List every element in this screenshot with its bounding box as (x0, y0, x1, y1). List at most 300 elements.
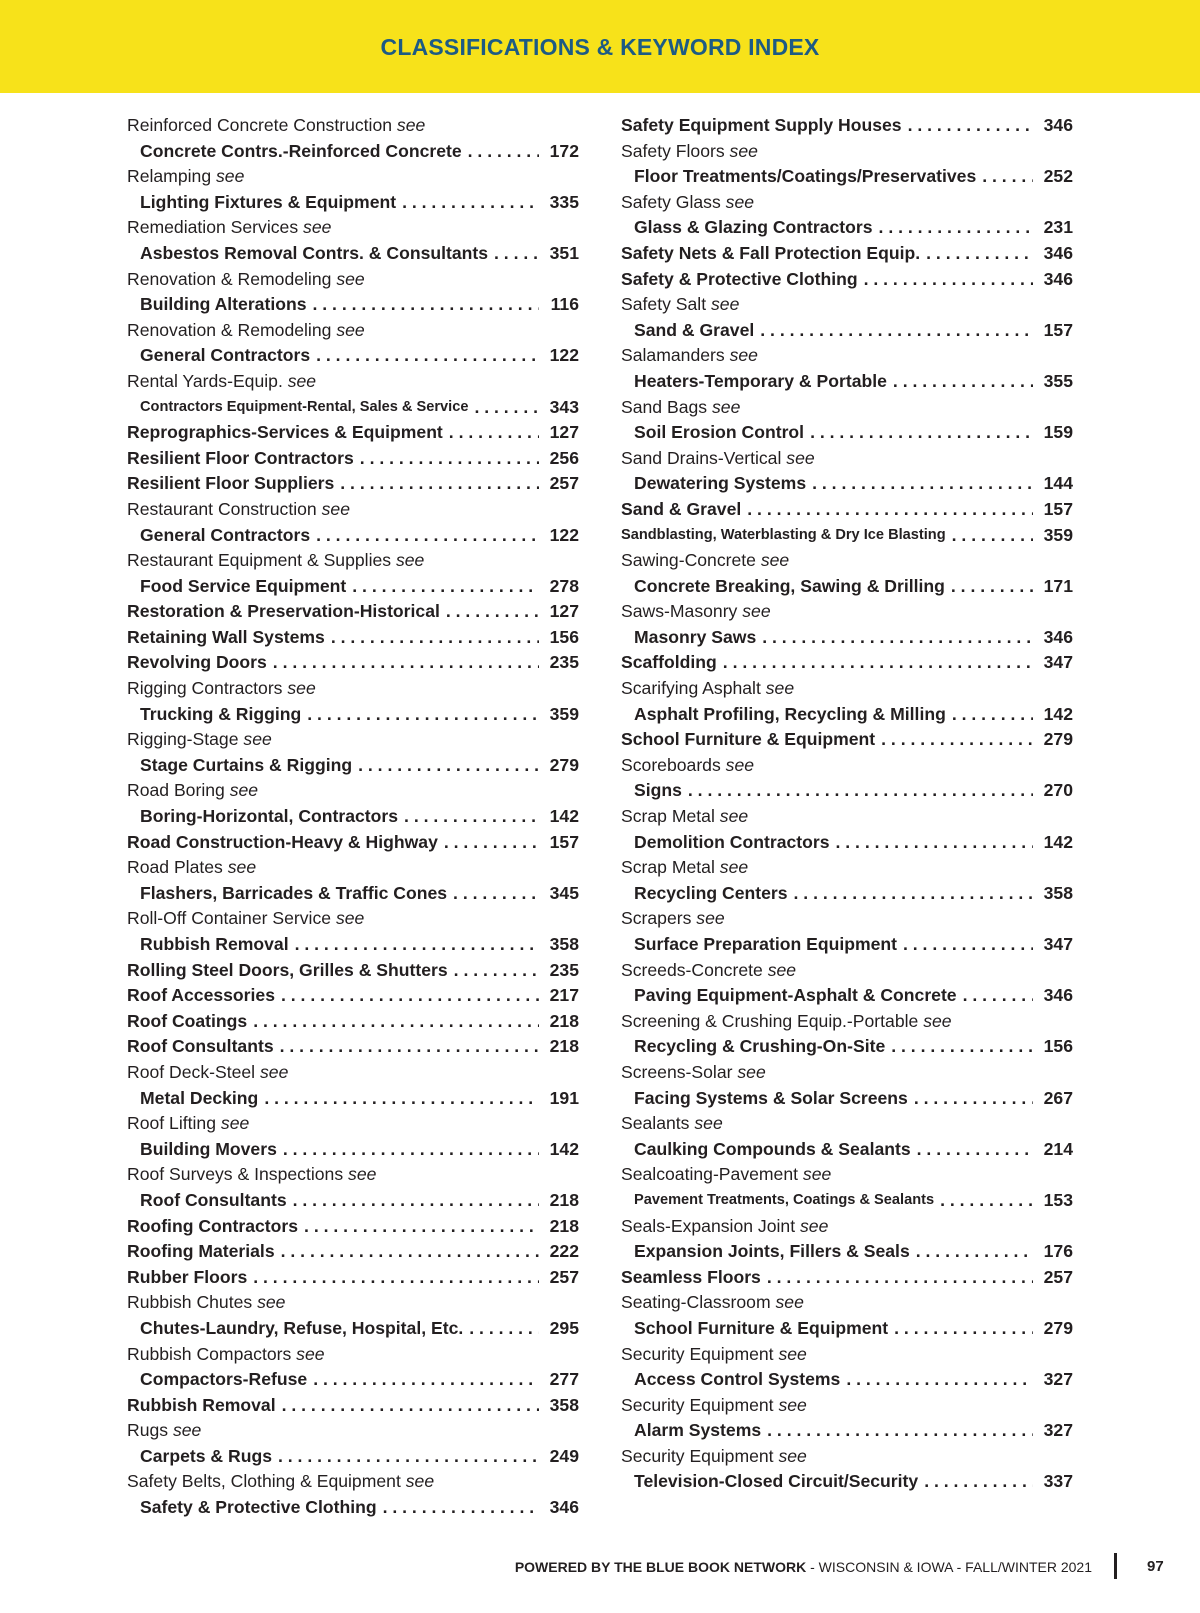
dot-leader (316, 523, 539, 549)
see-marker: see (243, 729, 272, 750)
entry-label: Rubber Floors (127, 1266, 248, 1287)
dot-leader (951, 574, 1033, 600)
entry-label: Asphalt Profiling, Recycling & Milling (634, 703, 946, 724)
cross-reference-entry (621, 1111, 1073, 1137)
classification-entry (127, 1393, 579, 1419)
dot-leader (747, 497, 1033, 523)
page-number: 97 (1147, 1558, 1164, 1575)
entry-label: Retaining Wall Systems (127, 626, 325, 647)
cross-reference-entry (621, 676, 1073, 702)
see-marker: see (348, 1164, 377, 1185)
see-marker: see (287, 678, 316, 699)
entry-page-number: 355 (1043, 370, 1073, 391)
entry-page-number: 231 (1043, 217, 1073, 238)
dot-leader (894, 1316, 1033, 1342)
entry-label: Alarm Systems (634, 1420, 762, 1441)
dot-leader (449, 420, 539, 446)
entry-label: Building Alterations (140, 294, 307, 315)
dot-leader (313, 292, 540, 318)
entry-page-number: 257 (549, 473, 579, 494)
dot-leader (281, 983, 539, 1009)
referenced-classification-entry (127, 753, 579, 779)
entry-page-number: 171 (1043, 575, 1073, 596)
entry-label: Surface Preparation Equipment (634, 934, 897, 954)
entry-label: Revolving Doors (127, 652, 267, 673)
cross-reference-entry (621, 958, 1073, 984)
entry-page-number: 217 (549, 985, 579, 1006)
cross-reference-entry (621, 855, 1073, 881)
entry-page-number: 256 (549, 447, 579, 468)
entry-label: Restaurant Construction (127, 498, 317, 519)
entry-page-number: 235 (549, 652, 579, 673)
referenced-classification-entry (621, 1367, 1073, 1393)
entry-page-number: 346 (1043, 626, 1073, 647)
cross-reference-entry (621, 139, 1073, 165)
entry-label: Lighting Fixtures & Equipment (140, 191, 397, 212)
dot-leader (812, 471, 1033, 497)
entry-label: Metal Decking (140, 1087, 259, 1108)
see-marker: see (220, 1113, 250, 1134)
entry-label: Reinforced Concrete Construction (127, 115, 393, 135)
entry-label: Masonry Saws (634, 626, 757, 647)
entry-page-number: 142 (1043, 703, 1073, 724)
referenced-classification-entry (127, 523, 579, 549)
dot-leader (402, 190, 539, 216)
entry-label: Roof Lifting (127, 1113, 216, 1134)
dot-leader (760, 318, 1033, 344)
dot-leader (864, 267, 1033, 293)
classification-entry (127, 1009, 579, 1035)
dot-leader (316, 343, 539, 369)
entry-label: Compactors-Refuse (140, 1369, 308, 1390)
entry-page-number: 359 (1043, 524, 1073, 545)
dot-leader (280, 1034, 539, 1060)
classification-entry (127, 830, 579, 856)
entry-page-number: 346 (1043, 985, 1073, 1006)
entry-label: Sawing-Concrete (621, 550, 756, 571)
dot-leader (469, 1316, 539, 1342)
entry-page-number: 257 (549, 1266, 579, 1287)
dot-leader (836, 830, 1034, 856)
entry-label: Heaters-Temporary & Portable (634, 370, 887, 391)
entry-page-number: 172 (549, 140, 579, 161)
entry-label: Renovation & Remodeling (127, 268, 332, 289)
cross-reference-entry (621, 395, 1073, 421)
dot-leader (313, 1367, 539, 1393)
dot-leader (846, 1367, 1033, 1393)
entry-page-number: 157 (1043, 498, 1073, 519)
see-marker: see (710, 294, 740, 315)
cross-reference-entry (127, 676, 579, 702)
entry-label: General Contractors (140, 524, 311, 545)
entry-page-number: 157 (549, 831, 579, 852)
see-marker: see (321, 498, 350, 519)
dot-leader (383, 1495, 539, 1521)
see-marker: see (778, 1343, 807, 1364)
classification-entry (621, 497, 1073, 523)
entry-label: Roof Consultants (140, 1189, 287, 1210)
entry-label: Carpets & Rugs (140, 1445, 272, 1466)
entry-label: Building Movers (140, 1138, 277, 1159)
footer-divider (1114, 1553, 1117, 1579)
entry-label: Scrap Metal (621, 857, 715, 878)
entry-label: Relamping (127, 166, 212, 187)
referenced-classification-entry (621, 1137, 1073, 1163)
entry-label: Sand Drains-Vertical (621, 447, 782, 468)
entry-label: Resilient Floor Suppliers (127, 473, 335, 494)
entry-label: Rubbish Compactors (127, 1343, 292, 1364)
see-marker: see (395, 550, 425, 571)
referenced-classification-entry (127, 1137, 579, 1163)
entry-page-number: 156 (1043, 1036, 1073, 1057)
entry-label: Rubbish Removal (140, 934, 289, 954)
cross-reference-entry (127, 318, 579, 344)
dot-leader (307, 702, 539, 728)
entry-page-number: 270 (1043, 780, 1073, 801)
referenced-classification-entry (127, 1316, 579, 1342)
entry-label: Rigging Contractors (127, 678, 283, 699)
cross-reference-entry (127, 906, 579, 932)
entry-page-number: 218 (549, 1010, 579, 1031)
entry-label: Chutes-Laundry, Refuse, Hospital, Etc. (140, 1317, 464, 1338)
see-marker: see (335, 908, 365, 929)
cross-reference-entry (127, 778, 579, 804)
dot-leader (304, 1214, 539, 1240)
entry-page-number: 252 (1043, 166, 1073, 187)
cross-reference-entry (621, 1393, 1073, 1419)
entry-label: Flashers, Barricades & Traffic Cones (140, 882, 448, 903)
entry-page-number: 279 (1043, 1317, 1073, 1338)
entry-page-number: 279 (549, 754, 579, 775)
dot-leader (358, 753, 539, 779)
entry-label: Saws-Masonry (621, 601, 738, 622)
entry-label: Floor Treatments/Coatings/Preservatives (634, 166, 977, 187)
entry-label: Scarifying Asphalt (621, 678, 761, 699)
entry-label: Expansion Joints, Fillers & Seals (634, 1241, 910, 1262)
entry-label: Road Construction-Heavy & Highway (127, 831, 438, 852)
entry-label: Sandblasting, Waterblasting & Dry Ice Blasting (621, 526, 946, 543)
entry-label: Stage Curtains & Rigging (140, 754, 353, 775)
entry-label: Reprographics-Services & Equipment (127, 422, 443, 443)
cross-reference-entry (127, 164, 579, 190)
dot-leader (360, 446, 539, 472)
dot-leader (767, 1265, 1033, 1291)
cross-reference-entry (621, 753, 1073, 779)
entry-page-number: 295 (549, 1317, 579, 1338)
see-marker: see (729, 345, 758, 366)
dot-leader (810, 420, 1033, 446)
dot-leader (404, 804, 539, 830)
entry-page-number: 144 (1043, 473, 1073, 494)
entry-label: Rigging-Stage (127, 729, 239, 750)
see-marker: see (765, 678, 795, 699)
see-marker: see (396, 115, 426, 135)
entry-label: Roof Surveys & Inspections (127, 1164, 344, 1185)
dot-leader (903, 932, 1033, 958)
referenced-classification-entry (127, 139, 579, 165)
referenced-classification-entry (621, 778, 1073, 804)
referenced-classification-entry (621, 1188, 1073, 1214)
dot-leader (688, 778, 1033, 804)
dot-leader (293, 1188, 539, 1214)
footer-brand: POWERED BY THE BLUE BOOK NETWORK (514, 1559, 807, 1575)
cross-reference-entry (127, 1469, 579, 1495)
entry-label: General Contractors (140, 345, 311, 366)
entry-page-number: 351 (549, 242, 579, 263)
referenced-classification-entry (621, 1418, 1073, 1444)
entry-label: Rolling Steel Doors, Grilles & Shutters (127, 959, 448, 980)
see-marker: see (802, 1164, 832, 1185)
cross-reference-entry (127, 1060, 579, 1086)
classification-entry (621, 523, 1073, 549)
classification-entry (621, 267, 1073, 293)
referenced-classification-entry (127, 804, 579, 830)
header-banner (0, 0, 1200, 93)
entry-page-number: 142 (549, 806, 579, 827)
entry-label: Soil Erosion Control (634, 422, 805, 443)
dot-leader (916, 1239, 1033, 1265)
entry-label: Screening & Crushing Equip.-Portable (621, 1010, 919, 1031)
referenced-classification-entry (621, 932, 1073, 958)
entry-label: Road Plates (127, 857, 223, 878)
see-marker: see (923, 1010, 952, 1031)
entry-label: Roofing Materials (127, 1241, 275, 1262)
entry-label: Boring-Horizontal, Contractors (140, 806, 399, 827)
dot-leader (283, 1137, 539, 1163)
entry-page-number: 218 (549, 1189, 579, 1210)
entry-page-number: 327 (1043, 1369, 1073, 1390)
entry-page-number: 343 (549, 396, 579, 417)
entry-page-number: 159 (1043, 422, 1073, 443)
dot-leader (917, 1137, 1033, 1163)
entry-page-number: 191 (549, 1087, 579, 1108)
dot-leader (914, 1086, 1033, 1112)
classification-entry (127, 446, 579, 472)
see-marker: see (760, 550, 790, 571)
entry-label: Access Control Systems (634, 1369, 841, 1390)
entry-label: Concrete Breaking, Sawing & Drilling (634, 575, 945, 596)
dot-leader (453, 881, 539, 907)
entry-page-number: 142 (1043, 831, 1073, 852)
cross-reference-entry (621, 1214, 1073, 1240)
entry-page-number: 347 (1043, 934, 1073, 954)
classification-entry (127, 1239, 579, 1265)
referenced-classification-entry (621, 1034, 1073, 1060)
entry-label: Road Boring (127, 780, 225, 801)
dot-leader (278, 1444, 539, 1470)
referenced-classification-entry (621, 625, 1073, 651)
entry-page-number: 127 (549, 601, 579, 622)
referenced-classification-entry (127, 343, 579, 369)
referenced-classification-entry (127, 1367, 579, 1393)
referenced-classification-entry (621, 369, 1073, 395)
dot-leader (879, 215, 1033, 241)
see-marker: see (778, 1394, 807, 1415)
entry-label: Recycling & Crushing-On-Site (634, 1036, 886, 1057)
dot-leader (446, 599, 539, 625)
entry-label: Safety Floors (621, 140, 725, 161)
entry-label: Screens-Solar (621, 1061, 733, 1082)
cross-reference-entry (127, 1290, 579, 1316)
referenced-classification-entry (127, 932, 579, 958)
cross-reference-entry (621, 446, 1073, 472)
entry-label: Resilient Floor Contractors (127, 447, 354, 468)
entry-page-number: 235 (549, 959, 579, 980)
entry-page-number: 142 (549, 1138, 579, 1159)
see-marker: see (229, 780, 259, 801)
dot-leader (908, 113, 1033, 139)
entry-label: Seating-Classroom (621, 1292, 771, 1313)
entry-label: Safety Equipment Supply Houses (621, 115, 902, 135)
entry-page-number: 347 (1043, 652, 1073, 673)
entry-label: Sealcoating-Pavement (621, 1164, 799, 1185)
see-marker: see (287, 370, 317, 391)
dot-leader (444, 830, 539, 856)
entry-label: Sealants (621, 1113, 690, 1134)
classification-entry (127, 471, 579, 497)
footer-text (515, 1559, 1092, 1575)
referenced-classification-entry (621, 881, 1073, 907)
classification-entry (127, 420, 579, 446)
entry-label: Asbestos Removal Contrs. & Consultants (140, 242, 489, 263)
entry-label: Seals-Expansion Joint (621, 1215, 796, 1236)
cross-reference-entry (127, 1111, 579, 1137)
cross-reference-entry (621, 1060, 1073, 1086)
dot-leader (891, 1034, 1033, 1060)
entry-label: Sand & Gravel (621, 498, 742, 519)
see-marker: see (216, 166, 245, 187)
referenced-classification-entry (127, 292, 579, 318)
entry-page-number: 218 (549, 1036, 579, 1057)
dot-leader (767, 1418, 1033, 1444)
dot-leader (253, 1265, 539, 1291)
entry-page-number: 335 (549, 191, 579, 212)
entry-label: Remediation Services (127, 217, 299, 238)
referenced-classification-entry (621, 1316, 1073, 1342)
see-marker: see (737, 1061, 766, 1082)
referenced-classification-entry (621, 215, 1073, 241)
dot-leader (474, 395, 539, 421)
entry-label: Safety Belts, Clothing & Equipment (127, 1471, 401, 1492)
referenced-classification-entry (127, 241, 579, 267)
entry-page-number: 122 (549, 524, 579, 545)
classification-entry (127, 983, 579, 1009)
see-marker: see (725, 191, 755, 212)
classification-entry (621, 113, 1073, 139)
referenced-classification-entry (621, 420, 1073, 446)
entry-label: School Furniture & Equipment (621, 729, 876, 750)
entry-label: School Furniture & Equipment (634, 1317, 889, 1338)
dot-leader (264, 1086, 539, 1112)
cross-reference-entry (127, 727, 579, 753)
page-title: CLASSIFICATIONS & KEYWORD INDEX (380, 34, 820, 60)
dot-leader (340, 471, 539, 497)
entry-page-number: 358 (1043, 882, 1073, 903)
entry-label: Roof Deck-Steel (127, 1061, 256, 1082)
cross-reference-entry (621, 599, 1073, 625)
dot-leader (794, 881, 1033, 907)
dot-leader (926, 241, 1033, 267)
cross-reference-entry (621, 343, 1073, 369)
dot-leader (468, 139, 539, 165)
see-marker: see (172, 1420, 202, 1441)
page-footer (0, 1553, 1200, 1583)
cross-reference-entry (621, 1290, 1073, 1316)
see-marker: see (729, 140, 758, 161)
entry-page-number: 156 (549, 626, 579, 647)
entry-label: Sand & Gravel (634, 319, 755, 340)
classification-entry (127, 958, 579, 984)
dot-leader (295, 932, 539, 958)
cross-reference-entry (621, 804, 1073, 830)
referenced-classification-entry (127, 1188, 579, 1214)
see-marker: see (405, 1471, 435, 1492)
entry-label: Scaffolding (621, 652, 717, 673)
classification-entry (621, 650, 1073, 676)
entry-label: Roof Coatings (127, 1010, 248, 1031)
entry-label: Roofing Contractors (127, 1215, 299, 1236)
dot-leader (331, 625, 539, 651)
referenced-classification-entry (621, 574, 1073, 600)
see-marker: see (711, 396, 741, 417)
entry-page-number: 222 (549, 1241, 579, 1262)
referenced-classification-entry (621, 164, 1073, 190)
cross-reference-entry (127, 855, 579, 881)
cross-reference-entry (621, 1444, 1073, 1470)
referenced-classification-entry (621, 1469, 1073, 1495)
entry-label: Roll-Off Container Service (127, 908, 332, 929)
entry-label: Glass & Glazing Contractors (634, 217, 873, 238)
entry-page-number: 257 (1043, 1266, 1073, 1287)
entry-label: Dewatering Systems (634, 473, 807, 494)
dot-leader (952, 702, 1033, 728)
cross-reference-entry (127, 113, 579, 139)
dot-leader (253, 1009, 539, 1035)
see-marker: see (257, 1292, 286, 1313)
referenced-classification-entry (621, 471, 1073, 497)
referenced-classification-entry (127, 1086, 579, 1112)
entry-page-number: 277 (549, 1369, 579, 1390)
entry-label: Security Equipment (621, 1343, 774, 1364)
entry-label: Recycling Centers (634, 882, 788, 903)
referenced-classification-entry (127, 881, 579, 907)
entry-page-number: 346 (1043, 242, 1073, 263)
entry-label: Scrap Metal (621, 806, 715, 827)
entry-page-number: 337 (1043, 1471, 1073, 1492)
see-marker: see (303, 217, 332, 238)
cross-reference-entry (127, 1342, 579, 1368)
entry-page-number: 122 (549, 345, 579, 366)
entry-page-number: 214 (1043, 1138, 1073, 1159)
entry-label: Screeds-Concrete (621, 959, 763, 980)
cross-reference-entry (127, 548, 579, 574)
dot-leader (893, 369, 1033, 395)
referenced-classification-entry (127, 1495, 579, 1521)
see-marker: see (786, 447, 815, 468)
entry-label: Scrapers (621, 908, 692, 929)
cross-reference-entry (621, 1342, 1073, 1368)
cross-reference-entry (621, 1009, 1073, 1035)
entry-page-number: 127 (549, 422, 579, 443)
dot-leader (281, 1239, 539, 1265)
entry-label: Restoration & Preservation-Historical (127, 601, 440, 622)
entry-label: Security Equipment (621, 1445, 774, 1466)
entry-label: Salamanders (621, 345, 725, 366)
entry-label: Concrete Contrs.-Reinforced Concrete (140, 140, 462, 161)
referenced-classification-entry (621, 702, 1073, 728)
see-marker: see (725, 754, 755, 775)
entry-page-number: 346 (1043, 268, 1073, 289)
